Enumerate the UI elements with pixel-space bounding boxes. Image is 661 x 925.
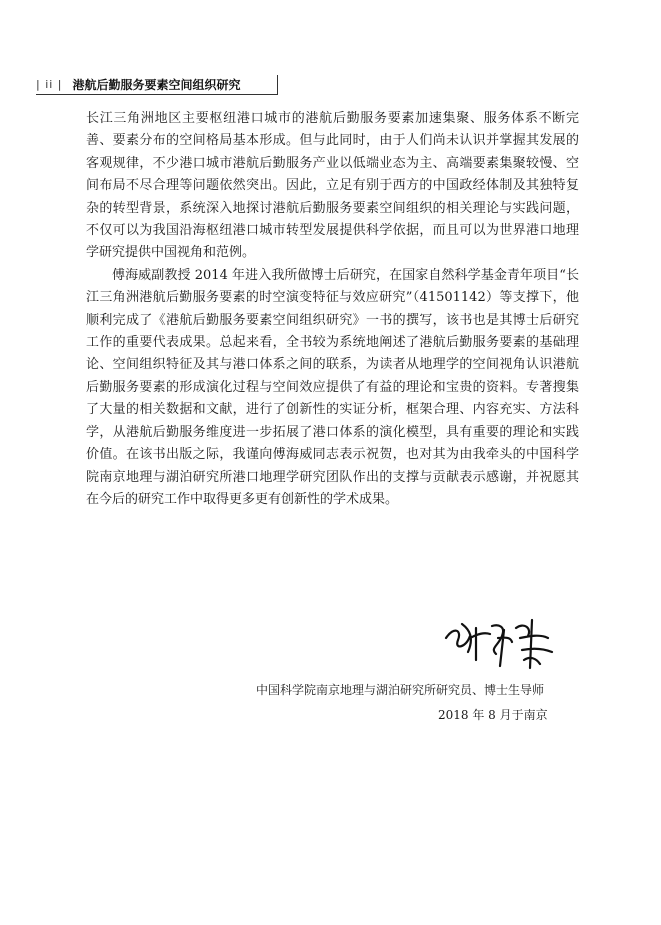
page-number: | ii | <box>36 77 63 91</box>
header-rule <box>36 94 278 95</box>
body-text <box>86 108 579 511</box>
handwritten-signature <box>440 608 560 672</box>
header-rule-corner <box>277 75 278 94</box>
paragraph-2: 傅海威副教授 2014 年进入我所做博士后研究，在国家自然科学基金青年项目“长江三角洲港航后勤服务要素的时空演变特征与效应研究”（41501142）等支撑下，他顺利完成了《港航后勤服务要素空间组织研究》一书的撰写，该书也是其博士后研究工作的重要代表成果。总起来看，全书较为系统地阐述了港航后勤服务要素的基础理论、空间组织特征及其与港口体系之间的联系，为读者从地理学的空间视角认识港航后勤服务要素的形成演化过程与空间效应提供了有益的理论和宝贵的资料。专著搜集了大量的相关数据和文献，进行了创新性的实证分析，框架合理、内容充实、方法科学，从港航后勤服务维度进一步拓展了港口体系的演化模型，具有重要的理论和实践价值。在该书出版之际，我谨向傅海威同志表示祝贺，也对其为由我牵头的中国科学院南京地理与湖泊研究所港口地理学研究团队作出的支撑与贡献表示感谢，并祝愿其在今后的研究工作中取得更多更有创新性的学术成果。 <box>86 267 579 507</box>
signoff-affiliation: 中国科学院南京地理与湖泊研究所研究员、博士生导师 <box>256 683 545 697</box>
signoff-date: 2018 年 8 月于南京 <box>438 708 548 722</box>
running-header-title: 港航后勤服务要素空间组织研究 <box>72 77 241 92</box>
running-header <box>36 73 276 95</box>
paragraph-1: 长江三角洲地区主要枢纽港口城市的港航后勤服务要素加速集聚、服务体系不断完善、要素分布的空间格局基本形成。但与此同时，由于人们尚未认识并掌握其发展的客观规律，不少港口城市港航后勤服务产业以低端业态为主、高端要素集聚较慢、空间布局不尽合理等问题依然突出。因此，立足有别于西方的中国政经体制及其独特复杂的转型背景，系统深入地探讨港航后勤服务要素空间组织的相关理论与实践问题，不仅可以为我国沿海枢纽港口城市转型发展提供科学依据，而且可以为世界港口地理学研究提供中国视角和范例。 <box>86 111 579 261</box>
